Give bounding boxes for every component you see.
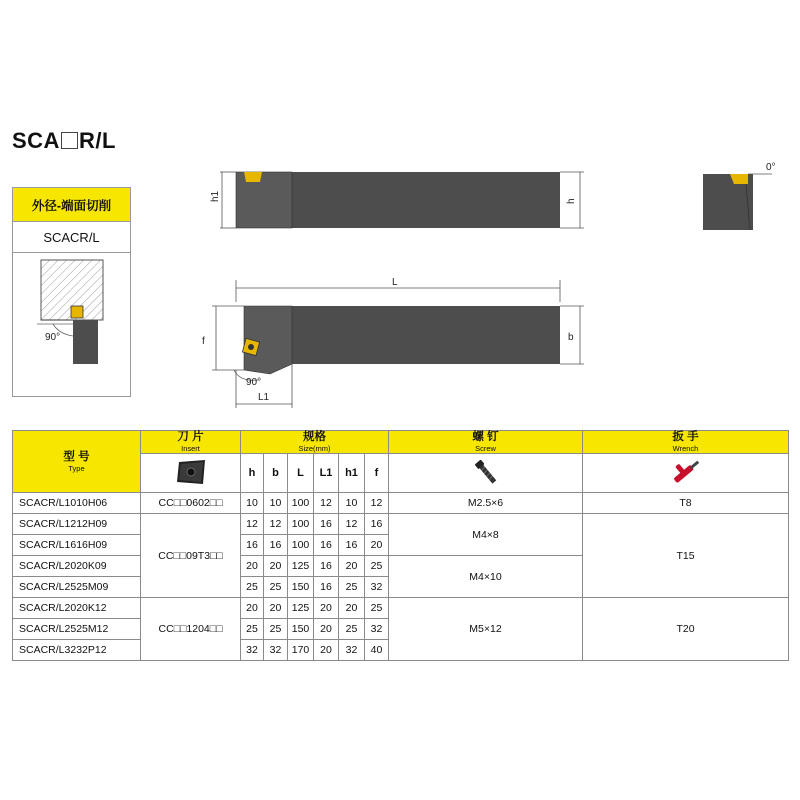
table-cell: 25 (241, 619, 264, 640)
table-cell: 12 (339, 514, 365, 535)
f-label: f (202, 336, 205, 347)
table-cell: 10 (264, 493, 288, 514)
table-row (13, 598, 789, 619)
spec-table (12, 430, 789, 661)
table-cell: CC□□09T3□□ (141, 514, 241, 598)
wrench-icon (666, 455, 706, 489)
table-cell: 20 (314, 598, 339, 619)
model-cell: SCACR/L3232P12 (13, 640, 141, 661)
table-cell: 16 (314, 535, 339, 556)
table-cell: 16 (314, 556, 339, 577)
application-panel (12, 187, 131, 397)
table-cell: CC□□1204□□ (141, 598, 241, 661)
dim-header: h1 (339, 454, 365, 493)
table-cell: 170 (288, 640, 314, 661)
table-cell: M2.5×6 (389, 493, 583, 514)
dim-header: L (288, 454, 314, 493)
table-cell: 32 (365, 619, 389, 640)
table-cell: 12 (365, 493, 389, 514)
panel-model: SCACR/L (13, 222, 130, 253)
table-cell: 16 (365, 514, 389, 535)
bottom-angle-label: 90° (246, 377, 262, 388)
table-cell: T20 (583, 598, 789, 661)
screw-image-cell (389, 454, 583, 493)
table-row (13, 493, 789, 514)
dim-header: h (241, 454, 264, 493)
tool-shank (73, 320, 98, 364)
table-cell: 100 (288, 535, 314, 556)
header-spec: 规格 Size(mm) (241, 431, 389, 454)
table-cell: 40 (365, 640, 389, 661)
table-cell: T15 (583, 514, 789, 598)
table-cell: 32 (339, 640, 365, 661)
model-cell: SCACR/L1010H06 (13, 493, 141, 514)
table-cell: 25 (264, 619, 288, 640)
L-label: L (392, 277, 398, 288)
L1-label: L1 (258, 392, 270, 403)
insert-icon (71, 306, 83, 318)
dim-header: L1 (314, 454, 339, 493)
table-cell: 16 (314, 514, 339, 535)
table-cell: 25 (241, 577, 264, 598)
table-cell: 20 (314, 619, 339, 640)
table-cell: 10 (339, 493, 365, 514)
title-suffix: R/L (78, 128, 116, 153)
model-cell: SCACR/L1616H09 (13, 535, 141, 556)
table-cell: 100 (288, 493, 314, 514)
table-cell: 12 (264, 514, 288, 535)
dim-header: b (264, 454, 288, 493)
h-label: h (566, 198, 577, 204)
table-cell: T8 (583, 493, 789, 514)
tool-end-view (690, 150, 785, 240)
table-cell: 16 (241, 535, 264, 556)
insert-top (244, 172, 262, 182)
table-cell: 12 (241, 514, 264, 535)
table-cell: 25 (339, 619, 365, 640)
table-cell: 25 (365, 556, 389, 577)
table-cell: 16 (314, 577, 339, 598)
table-cell: M4×8 (389, 514, 583, 556)
tool-shank-side (292, 306, 560, 364)
table-cell: 20 (264, 598, 288, 619)
table-cell: 20 (241, 598, 264, 619)
header-wrench: 扳 手 Wrench (583, 431, 789, 454)
model-cell: SCACR/L2525M09 (13, 577, 141, 598)
table-row (13, 514, 789, 535)
insert-icon (171, 456, 211, 488)
screw-icon (468, 455, 504, 489)
table-cell: 32 (365, 577, 389, 598)
table-cell: 20 (365, 535, 389, 556)
table-cell: CC□□0602□□ (141, 493, 241, 514)
table-cell: 20 (241, 556, 264, 577)
header-screw: 螺 钉 Screw (389, 431, 583, 454)
tool-side-view (200, 270, 600, 420)
table-cell: 16 (339, 535, 365, 556)
h1-label: h1 (210, 190, 221, 202)
table-cell: 150 (288, 577, 314, 598)
table-cell: 16 (264, 535, 288, 556)
model-cell: SCACR/L2020K12 (13, 598, 141, 619)
table-cell: 125 (288, 598, 314, 619)
cutting-diagram (13, 254, 130, 394)
table-cell: 25 (264, 577, 288, 598)
table-cell: 25 (339, 577, 365, 598)
table-cell: 125 (288, 556, 314, 577)
top-angle-label: 0° (766, 162, 776, 173)
title-prefix: SCA (12, 128, 60, 153)
tool-top-view (200, 150, 600, 250)
model-cell: SCACR/L2020K09 (13, 556, 141, 577)
table-cell: 32 (241, 640, 264, 661)
model-cell: SCACR/L1212H09 (13, 514, 141, 535)
insert-image-cell (141, 454, 241, 493)
title-placeholder-box (61, 132, 78, 149)
b-label: b (568, 332, 574, 343)
header-insert: 刀 片 Insert (141, 431, 241, 454)
table-cell: 150 (288, 619, 314, 640)
wrench-image-cell (583, 454, 789, 493)
table-cell: 32 (264, 640, 288, 661)
table-cell: M5×12 (389, 598, 583, 661)
table-cell: 100 (288, 514, 314, 535)
header-model: 型 号 Type (13, 431, 141, 493)
table-cell: 10 (241, 493, 264, 514)
product-title (12, 128, 116, 154)
model-cell: SCACR/L2525M12 (13, 619, 141, 640)
table-cell: 20 (314, 640, 339, 661)
panel-header: 外径-端面切削 (13, 188, 130, 222)
table-cell: 12 (314, 493, 339, 514)
table-cell: 25 (365, 598, 389, 619)
table-cell: M4×10 (389, 556, 583, 598)
dim-header: f (365, 454, 389, 493)
table-cell: 20 (339, 556, 365, 577)
table-cell: 20 (339, 598, 365, 619)
table-cell: 20 (264, 556, 288, 577)
angle-label: 90° (45, 332, 61, 343)
